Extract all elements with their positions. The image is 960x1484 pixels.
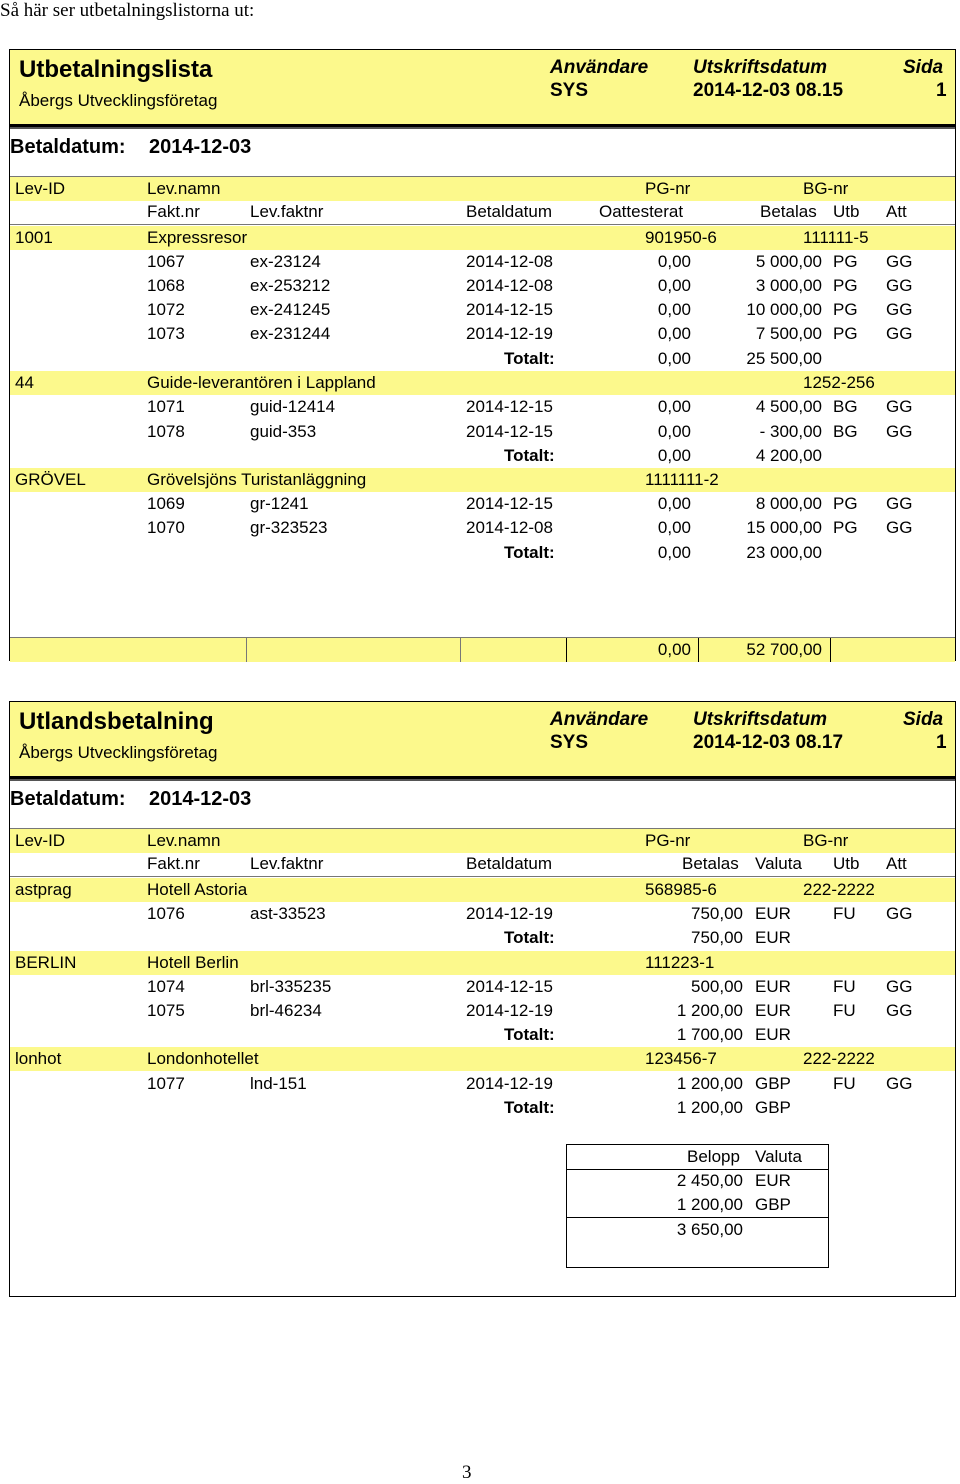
- invoice-currency: EUR: [755, 1001, 791, 1020]
- currency-summary-table: [566, 1144, 829, 1268]
- invoice-utb: FU: [833, 1074, 856, 1093]
- invoice-levfaktnr: guid-12414: [250, 397, 336, 416]
- page-label: Sida: [903, 709, 944, 730]
- printdate-label: Utskriftsdatum: [693, 709, 828, 730]
- invoice-levfaktnr: guid-353: [250, 422, 317, 441]
- invoice-row: [10, 420, 955, 444]
- invoice-att: GG: [886, 252, 913, 271]
- invoice-row: [10, 975, 955, 999]
- supplier-row: [10, 226, 955, 250]
- invoice-oatt: 0,00: [657, 324, 691, 343]
- summary-total-row: [567, 1218, 828, 1242]
- total-amount: 23 000,00: [746, 543, 822, 562]
- col-betalas: Betalas: [682, 854, 739, 873]
- divider: [830, 638, 831, 662]
- invoice-date: 2014-12-19: [466, 324, 553, 343]
- invoice-faktnr: 1076: [147, 904, 185, 923]
- invoice-faktnr: 1078: [147, 422, 185, 441]
- total-amount: 750,00: [691, 928, 743, 947]
- summary-belopp-label: Belopp: [687, 1147, 740, 1166]
- total-currency: EUR: [755, 928, 791, 947]
- invoice-levfaktnr: brl-46234: [250, 1001, 322, 1020]
- invoice-att: GG: [886, 324, 913, 343]
- company-name: Åbergs Utvecklingsföretag: [19, 743, 218, 762]
- invoice-amount: 7 500,00: [755, 324, 822, 343]
- invoice-amount: 1 200,00: [676, 1074, 743, 1093]
- supplier-pg: 568985-6: [645, 880, 717, 899]
- divider: [698, 638, 699, 662]
- invoice-att: GG: [886, 1074, 913, 1093]
- invoice-date: 2014-12-19: [466, 1074, 553, 1093]
- column-header-row-1: [10, 828, 955, 853]
- supplier-total-row: [10, 541, 955, 565]
- summary-row: [567, 1169, 828, 1193]
- col-levid: Lev-ID: [15, 831, 66, 850]
- col-utb: Utb: [833, 202, 860, 221]
- summary-amount: 2 450,00: [676, 1171, 743, 1190]
- invoice-levfaktnr: brl-335235: [250, 977, 332, 996]
- report-utlandsbetalning: [9, 701, 956, 1297]
- supplier-id: 1001: [15, 228, 53, 247]
- total-amount: 1 700,00: [676, 1025, 743, 1044]
- summary-header-row: [567, 1145, 828, 1170]
- paydate-value: 2014-12-03: [149, 136, 252, 158]
- invoice-currency: EUR: [755, 904, 791, 923]
- invoice-row: [10, 999, 955, 1023]
- invoice-levfaktnr: ast-33523: [250, 904, 326, 923]
- supplier-id: BERLIN: [15, 953, 77, 972]
- invoice-date: 2014-12-19: [466, 904, 553, 923]
- supplier-row: [10, 371, 955, 395]
- total-currency: GBP: [755, 1098, 791, 1117]
- invoice-date: 2014-12-19: [466, 1001, 553, 1020]
- col-levfaktnr: Lev.faktnr: [250, 854, 324, 873]
- total-amount: 25 500,00: [746, 349, 822, 368]
- supplier-id: lonhot: [15, 1049, 62, 1068]
- total-oatt: 0,00: [657, 543, 691, 562]
- col-faktnr: Fakt.nr: [147, 854, 200, 873]
- supplier-bg: 1252-256: [803, 373, 875, 392]
- col-betaldatum: Betaldatum: [466, 854, 552, 873]
- invoice-utb: PG: [833, 276, 858, 295]
- supplier-bg: 111111-5: [803, 228, 869, 247]
- invoice-row: [10, 1072, 955, 1096]
- invoice-levfaktnr: ex-241245: [250, 300, 331, 319]
- report-header: [10, 702, 955, 779]
- invoice-date: 2014-12-15: [466, 977, 553, 996]
- page-value: 1: [936, 80, 947, 101]
- invoice-levfaktnr: gr-1241: [250, 494, 309, 513]
- invoice-faktnr: 1068: [147, 276, 185, 295]
- invoice-amount: 500,00: [691, 977, 743, 996]
- summary-currency: EUR: [755, 1171, 791, 1190]
- invoice-utb: PG: [833, 300, 858, 319]
- invoice-currency: GBP: [755, 1074, 791, 1093]
- supplier-total-row: [10, 347, 955, 371]
- grand-total-oatt: 0,00: [657, 640, 691, 659]
- total-label: Totalt:: [504, 446, 555, 465]
- invoice-date: 2014-12-08: [466, 518, 553, 537]
- paydate-label: Betaldatum:: [10, 136, 126, 158]
- invoice-faktnr: 1070: [147, 518, 185, 537]
- supplier-pg: 901950-6: [645, 228, 717, 247]
- col-oattesterat: Oattesterat: [599, 202, 684, 221]
- col-valuta: Valuta: [755, 854, 802, 873]
- paydate-value: 2014-12-03: [149, 788, 252, 810]
- invoice-faktnr: 1077: [147, 1074, 185, 1093]
- invoice-date: 2014-12-08: [466, 276, 553, 295]
- total-oatt: 0,00: [657, 446, 691, 465]
- invoice-faktnr: 1069: [147, 494, 185, 513]
- printdate-value: 2014-12-03 08.17: [693, 732, 844, 753]
- col-bgnr: BG-nr: [803, 179, 849, 198]
- invoice-row: [10, 250, 955, 274]
- supplier-name: Expressresor: [147, 228, 248, 247]
- summary-row: [567, 1193, 828, 1218]
- invoice-row: [10, 274, 955, 298]
- invoice-levfaktnr: gr-323523: [250, 518, 328, 537]
- invoice-utb: PG: [833, 252, 858, 271]
- invoice-row: [10, 492, 955, 516]
- col-levnamn: Lev.namn: [147, 179, 221, 198]
- company-name: Åbergs Utvecklingsföretag: [19, 91, 218, 110]
- supplier-pg: 111223-1: [645, 953, 715, 972]
- col-pgnr: PG-nr: [645, 831, 691, 850]
- supplier-total-row: [10, 1023, 955, 1047]
- supplier-pg: 123456-7: [645, 1049, 717, 1068]
- paydate-label: Betaldatum:: [10, 788, 126, 810]
- invoice-currency: EUR: [755, 977, 791, 996]
- total-label: Totalt:: [504, 1098, 555, 1117]
- col-betalas: Betalas: [760, 202, 817, 221]
- invoice-utb: BG: [833, 397, 858, 416]
- col-att: Att: [886, 854, 907, 873]
- invoice-oatt: 0,00: [657, 252, 691, 271]
- supplier-row: [10, 1047, 955, 1071]
- supplier-row: [10, 878, 955, 902]
- summary-valuta-label: Valuta: [755, 1147, 802, 1166]
- divider: [460, 638, 461, 662]
- summary-total: 3 650,00: [676, 1220, 743, 1239]
- invoice-levfaktnr: ex-23124: [250, 252, 321, 271]
- supplier-bg: 222-2222: [803, 1049, 875, 1068]
- invoice-utb: FU: [833, 1001, 856, 1020]
- supplier-row: [10, 951, 955, 975]
- supplier-bg: 222-2222: [803, 880, 875, 899]
- invoice-att: GG: [886, 1001, 913, 1020]
- supplier-name: Hotell Berlin: [147, 953, 239, 972]
- invoice-levfaktnr: ex-231244: [250, 324, 331, 343]
- column-header-row-1: [10, 176, 955, 201]
- invoice-utb: PG: [833, 494, 858, 513]
- supplier-total-row: [10, 926, 955, 950]
- total-amount: 4 200,00: [755, 446, 822, 465]
- col-levid: Lev-ID: [15, 179, 66, 198]
- invoice-utb: PG: [833, 324, 858, 343]
- total-label: Totalt:: [504, 543, 555, 562]
- invoice-levfaktnr: ex-253212: [250, 276, 331, 295]
- column-header-row-2: [10, 200, 955, 225]
- invoice-att: GG: [886, 276, 913, 295]
- supplier-id: 44: [15, 373, 34, 392]
- invoice-utb: FU: [833, 977, 856, 996]
- invoice-oatt: 0,00: [657, 518, 691, 537]
- invoice-date: 2014-12-15: [466, 397, 553, 416]
- intro-text: Så här ser utbetalningslistorna ut:: [0, 0, 255, 21]
- col-pgnr: PG-nr: [645, 179, 691, 198]
- supplier-total-row: [10, 1096, 955, 1120]
- summary-amount: 1 200,00: [676, 1195, 743, 1214]
- supplier-name: Guide-leverantören i Lappland: [147, 373, 376, 392]
- invoice-faktnr: 1075: [147, 1001, 185, 1020]
- invoice-amount: 1 200,00: [676, 1001, 743, 1020]
- divider: [566, 638, 567, 662]
- invoice-date: 2014-12-15: [466, 422, 553, 441]
- invoice-amount: 15 000,00: [746, 518, 822, 537]
- col-levnamn: Lev.namn: [147, 831, 221, 850]
- divider: [246, 638, 247, 662]
- invoice-att: GG: [886, 494, 913, 513]
- invoice-levfaktnr: lnd-151: [250, 1074, 307, 1093]
- invoice-att: GG: [886, 397, 913, 416]
- invoice-date: 2014-12-08: [466, 252, 553, 271]
- page-label: Sida: [903, 57, 944, 78]
- report-title: Utlandsbetalning: [19, 708, 214, 735]
- invoice-utb: PG: [833, 518, 858, 537]
- invoice-amount: 3 000,00: [755, 276, 822, 295]
- page-number: 3: [462, 1462, 472, 1483]
- invoice-faktnr: 1071: [147, 397, 185, 416]
- invoice-att: GG: [886, 300, 913, 319]
- total-label: Totalt:: [504, 1025, 555, 1044]
- invoice-att: GG: [886, 977, 913, 996]
- invoice-amount: 5 000,00: [755, 252, 822, 271]
- invoice-amount: 10 000,00: [746, 300, 822, 319]
- total-label: Totalt:: [504, 349, 555, 368]
- invoice-oatt: 0,00: [657, 397, 691, 416]
- invoice-oatt: 0,00: [657, 276, 691, 295]
- supplier-total-row: [10, 444, 955, 468]
- invoice-faktnr: 1072: [147, 300, 185, 319]
- grand-total-amount: 52 700,00: [746, 640, 822, 659]
- col-att: Att: [886, 202, 907, 221]
- invoice-utb: BG: [833, 422, 858, 441]
- column-header-row-2: [10, 852, 955, 877]
- report-header: [10, 50, 955, 127]
- col-levfaktnr: Lev.faktnr: [250, 202, 324, 221]
- user-value: SYS: [550, 732, 589, 753]
- summary-currency: GBP: [755, 1195, 791, 1214]
- col-betaldatum: Betaldatum: [466, 202, 552, 221]
- invoice-oatt: 0,00: [657, 494, 691, 513]
- invoice-faktnr: 1074: [147, 977, 185, 996]
- printdate-label: Utskriftsdatum: [693, 57, 828, 78]
- invoice-amount: 750,00: [691, 904, 743, 923]
- supplier-id: astprag: [15, 880, 72, 899]
- col-bgnr: BG-nr: [803, 831, 849, 850]
- invoice-amount: - 300,00: [759, 422, 822, 441]
- invoice-att: GG: [886, 422, 913, 441]
- supplier-name: Hotell Astoria: [147, 880, 248, 899]
- user-label: Användare: [550, 709, 649, 730]
- invoice-row: [10, 516, 955, 540]
- supplier-id: GRÖVEL: [15, 470, 86, 489]
- user-value: SYS: [550, 80, 589, 101]
- invoice-faktnr: 1067: [147, 252, 185, 271]
- invoice-date: 2014-12-15: [466, 300, 553, 319]
- invoice-row: [10, 322, 955, 346]
- report-utbetalningslista: [9, 49, 956, 661]
- invoice-date: 2014-12-15: [466, 494, 553, 513]
- invoice-amount: 8 000,00: [755, 494, 822, 513]
- total-oatt: 0,00: [657, 349, 691, 368]
- invoice-utb: FU: [833, 904, 856, 923]
- col-faktnr: Fakt.nr: [147, 202, 200, 221]
- invoice-row: [10, 902, 955, 926]
- page-value: 1: [936, 732, 947, 753]
- supplier-pg: 1111111-2: [645, 470, 719, 489]
- invoice-row: [10, 298, 955, 322]
- invoice-oatt: 0,00: [657, 300, 691, 319]
- total-currency: EUR: [755, 1025, 791, 1044]
- supplier-name: Londonhotellet: [147, 1049, 259, 1068]
- supplier-name: Grövelsjöns Turistanläggning: [147, 470, 367, 489]
- invoice-att: GG: [886, 904, 913, 923]
- printdate-value: 2014-12-03 08.15: [693, 80, 844, 101]
- report-title: Utbetalningslista: [19, 56, 213, 83]
- total-amount: 1 200,00: [676, 1098, 743, 1117]
- total-label: Totalt:: [504, 928, 555, 947]
- invoice-amount: 4 500,00: [755, 397, 822, 416]
- invoice-oatt: 0,00: [657, 422, 691, 441]
- supplier-row: [10, 468, 955, 492]
- grand-total-row: [10, 637, 955, 662]
- invoice-faktnr: 1073: [147, 324, 185, 343]
- invoice-att: GG: [886, 518, 913, 537]
- user-label: Användare: [550, 57, 649, 78]
- invoice-row: [10, 395, 955, 419]
- col-utb: Utb: [833, 854, 860, 873]
